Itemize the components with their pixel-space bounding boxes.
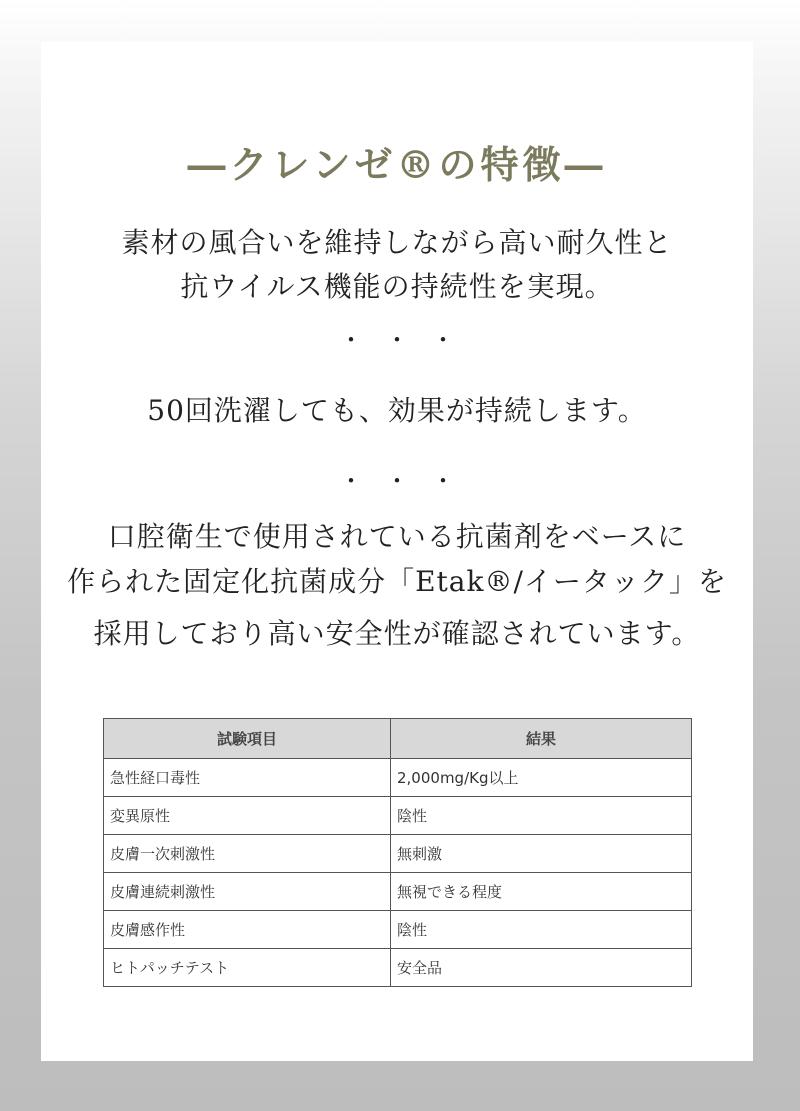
result-cell: 陰性: [391, 911, 692, 949]
test-item-cell: 皮膚一次刺激性: [104, 835, 391, 873]
table-row: [104, 873, 692, 911]
intro-line-1: 素材の風合いを維持しながら高い耐久性と: [121, 226, 673, 259]
result-cell: 安全品: [391, 949, 692, 987]
safety-line-2: 作られた固定化抗菌成分「Etak®/イータック」を: [67, 565, 727, 598]
column-header-test-item: 試験項目: [104, 719, 391, 759]
test-item-cell: 急性経口毒性: [104, 759, 391, 797]
dots-separator-2: ・・・: [339, 467, 477, 495]
test-item-cell: ヒトパッチテスト: [104, 949, 391, 987]
content-card: [41, 42, 753, 1061]
result-cell: 陰性: [391, 797, 692, 835]
test-item-cell: 変異原性: [104, 797, 391, 835]
safety-line-1: 口腔衛生で使用されている抗菌剤をベースに: [107, 520, 687, 553]
table-row: [104, 949, 692, 987]
dots-separator-1: ・・・: [339, 326, 477, 354]
wash-statement: 50回洗濯しても、効果が持続します。: [147, 394, 647, 427]
table-row: [104, 835, 692, 873]
table-row: [104, 797, 692, 835]
table-row: [104, 759, 692, 797]
test-item-cell: 皮膚連続刺激性: [104, 873, 391, 911]
safety-line-3: 採用しており高い安全性が確認されています。: [93, 617, 701, 650]
table-row: [104, 911, 692, 949]
result-cell: 無刺激: [391, 835, 692, 873]
table-header-row: [104, 719, 692, 759]
column-header-result: 結果: [391, 719, 692, 759]
result-cell: 2,000mg/Kg以上: [391, 759, 692, 797]
safety-test-table: [103, 718, 692, 987]
test-item-cell: 皮膚感作性: [104, 911, 391, 949]
intro-line-2: 抗ウイルス機能の持続性を実現。: [180, 270, 614, 303]
section-heading: ―クレンゼ®の特徴―: [187, 142, 607, 187]
result-cell: 無視できる程度: [391, 873, 692, 911]
